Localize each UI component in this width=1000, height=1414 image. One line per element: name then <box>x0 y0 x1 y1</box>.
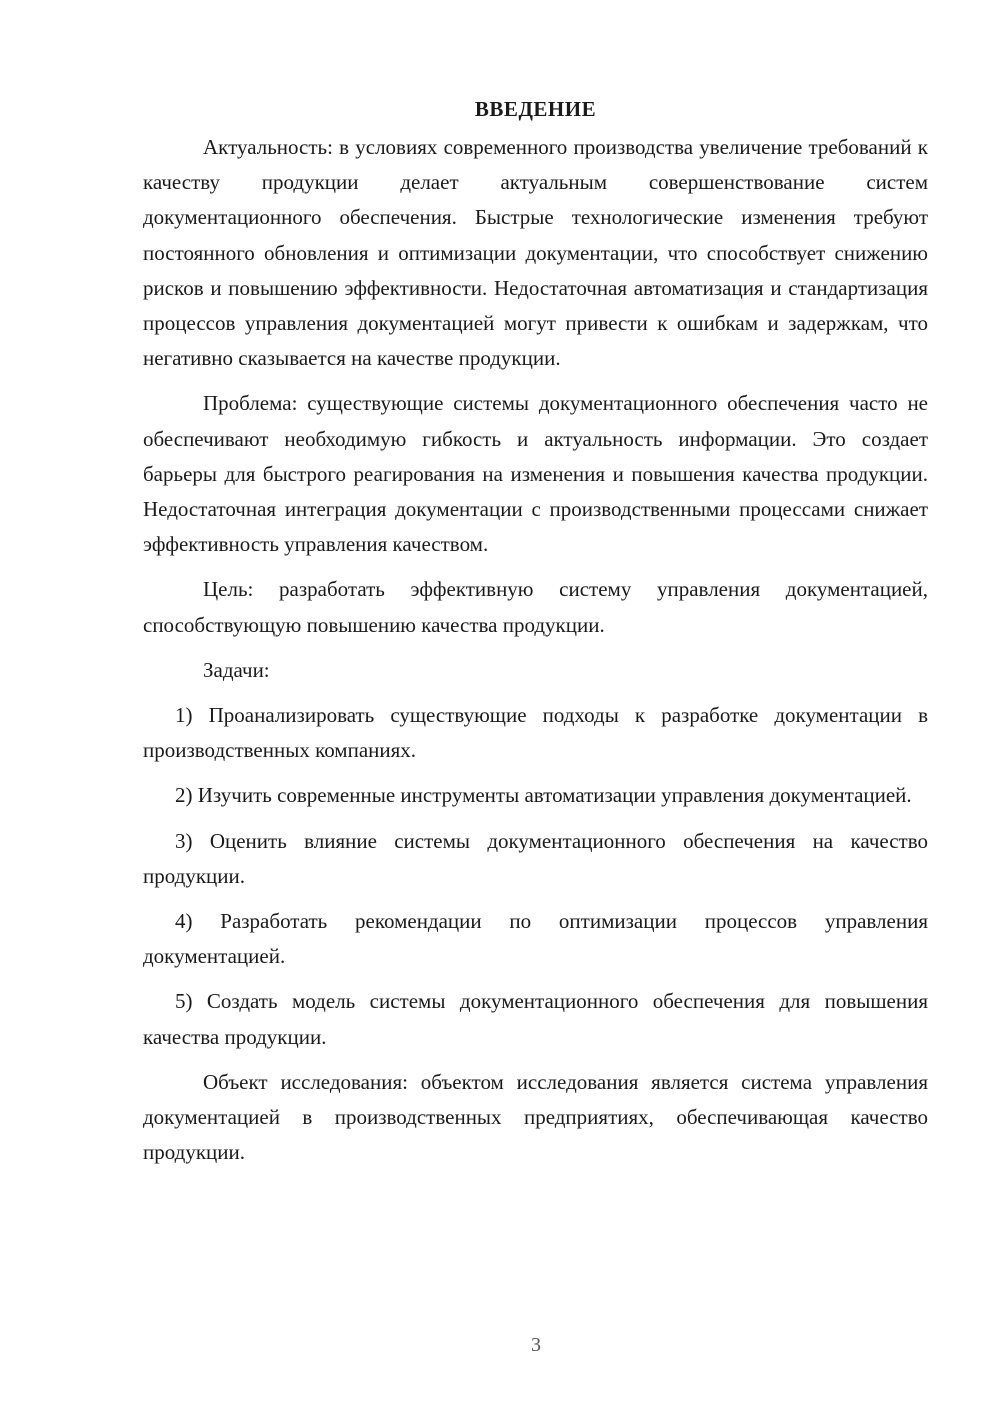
task-item-4: 4) Разработать рекомендации по оптимизации процессов управления документацией. <box>143 909 928 969</box>
task-item-2: 2) Изучить современные инструменты автоматизации управления документацией. <box>175 783 912 808</box>
tasks-heading: Задачи: <box>203 657 270 682</box>
task-item-3: 3) Оценить влияние системы документационного обеспечения на качество продукции. <box>143 828 928 888</box>
paragraph-object: Объект исследования: объектом исследования является система управления документацией в производственных предприятиях, обеспечивающая качество продукции. <box>143 1069 928 1165</box>
task-item-1: 1) Проанализировать существующие подходы к разработке документации в производственных компаниях. <box>143 703 928 763</box>
paragraph-goal: Цель: разработать эффективную систему управления документацией, способствующую повышению качества продукции. <box>143 577 928 637</box>
document-page <box>143 92 928 1180</box>
section-title: ВВЕДЕНИЕ <box>474 97 597 121</box>
paragraph-problem: Проблема: существующие системы документационного обеспечения часто не обеспечивают необходимую гибкость и актуальность информации. Это создает барьеры для быстрого реагирования на изменения и повышения качества продукции. Недостаточная интеграция документации с производственными процессами снижает эффективность управления качеством. <box>143 391 928 557</box>
page-number: 3 <box>531 1334 541 1356</box>
task-item-5: 5) Создать модель системы документационного обеспечения для повышения качества продукции. <box>143 989 928 1049</box>
paragraph-relevance: Актуальность: в условиях современного производства увеличение требований к качеству продукции делает актуальным совершенствование систем документационного обеспечения. Быстрые технологические изменения требуют постоянного обновления и оптимизации документации, что способствует снижению рисков и повышению эффективности. Недостаточная автоматизация и стандартизация процессов управления документацией могут привести к ошибкам и задержкам, что негативно сказывается на качестве продукции. <box>143 135 928 371</box>
